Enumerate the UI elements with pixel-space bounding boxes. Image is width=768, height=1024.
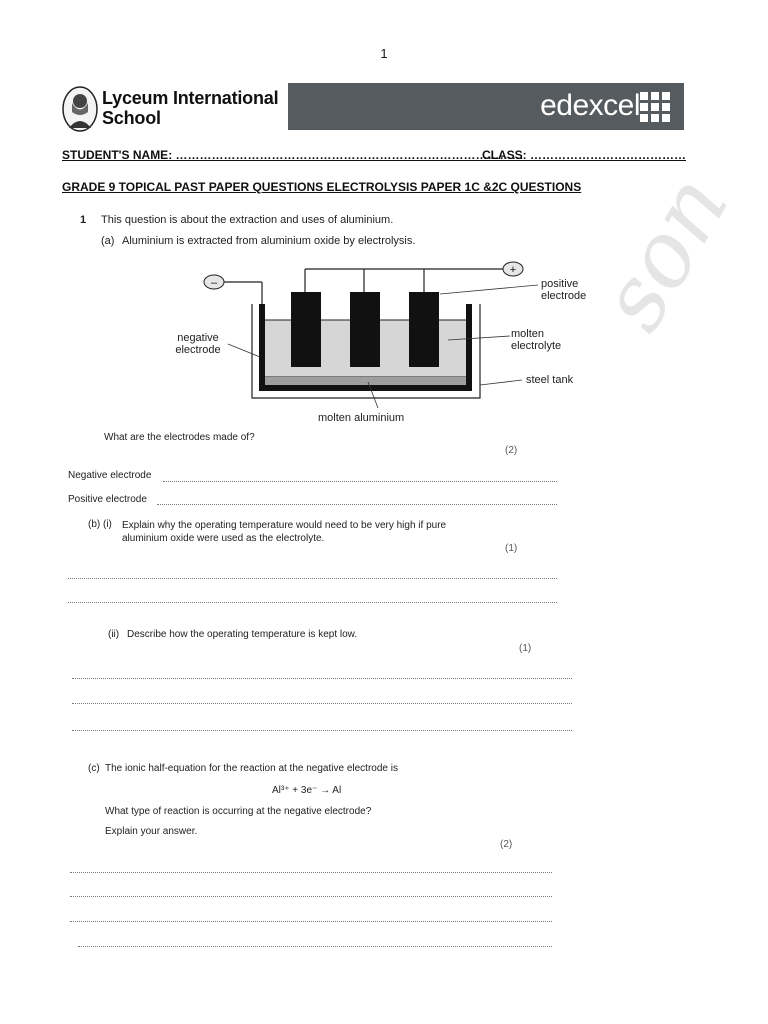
part-c-label: (c) [88,763,100,774]
part-a-marks: (2) [505,445,518,456]
exam-board-banner [288,83,684,130]
answer-line-c-3[interactable] [70,921,552,922]
answer-line-negative[interactable] [163,481,557,482]
answer-line-c-4[interactable] [78,946,552,947]
part-b-i-marks: (1) [505,543,518,554]
class-field: CLASS: ………………………………… [482,148,686,162]
part-b-ii-text: Describe how the operating temperature is kept low. [127,629,358,640]
part-c-marks: (2) [500,839,513,850]
label-negative-line1: negative [177,332,219,344]
minus-terminal: – [210,277,218,289]
part-c-question-2: Explain your answer. [105,826,198,837]
part-a-question: What are the electrodes made of? [104,432,255,443]
exam-board-name: edexcel [540,89,640,122]
part-c-question-1: What type of reaction is occurring at the negative electrode? [105,806,372,817]
part-a-label: (a) [101,235,115,247]
answer-line-c-2[interactable] [70,896,552,897]
page-number: 1 [380,46,388,61]
answer-line-positive[interactable] [157,504,557,505]
answer-line-b-ii-2[interactable] [72,703,572,704]
negative-electrode-label: Negative electrode [68,470,152,481]
part-a-text: Aluminium is extracted from aluminium oxide by electrolysis. [122,235,416,247]
anode-1 [291,292,321,367]
label-steel-tank: steel tank [526,374,574,386]
school-logo [62,86,284,132]
part-b-ii-label: (ii) [108,629,120,640]
school-name-line2: School [102,108,161,128]
part-b-i-text [122,519,446,545]
school-name [102,88,278,128]
label-positive-line1: positive [541,278,579,290]
part-b-i-label: (b) (i) [88,519,112,530]
answer-line-b-ii-1[interactable] [72,678,572,679]
anode-2 [350,292,380,367]
part-c-text: The ionic half-equation for the reaction at the negative electrode is [105,763,398,774]
label-molten-line1: molten [511,328,545,340]
label-molten-aluminium: molten aluminium [318,412,405,424]
anode-3 [409,292,439,367]
half-equation: Al³⁺ + 3e⁻ → Al [272,785,342,796]
label-molten-electrolyte [511,328,561,352]
label-molten-line2: electrolyte [511,340,562,352]
question-intro: This question is about the extraction and uses of aluminium. [101,214,394,226]
answer-line-b-ii-3[interactable] [72,730,572,731]
label-negative-electrode [168,332,228,356]
label-positive-electrode [541,278,586,302]
edexcel-grid-icon [640,92,670,122]
school-name-line1: Lyceum International [102,88,279,108]
bust-icon [62,86,98,132]
label-negative-line2: electrode [175,344,221,356]
answer-line-b-i-1[interactable] [68,578,557,579]
plus-terminal: + [509,264,517,276]
question-number: 1 [80,214,87,226]
answer-line-b-i-2[interactable] [68,602,557,603]
answer-line-c-1[interactable] [70,872,552,873]
student-name-field: STUDENT'S NAME: …………………………………………………………………………… [62,148,524,162]
part-b-ii-marks: (1) [519,643,532,654]
page-title: GRADE 9 TOPICAL PAST PAPER QUESTIONS ELECTROLYSIS PAPER 1C &2C QUESTIONS [62,180,582,194]
part-b-i-line1: Explain why the operating temperature would need to be very high if pure [122,520,447,531]
watermark-text: son [579,157,750,348]
positive-electrode-label: Positive electrode [68,494,147,505]
part-b-i-line2: aluminium oxide were used as the electrolyte. [122,533,325,544]
label-positive-line2: electrode [541,290,587,302]
